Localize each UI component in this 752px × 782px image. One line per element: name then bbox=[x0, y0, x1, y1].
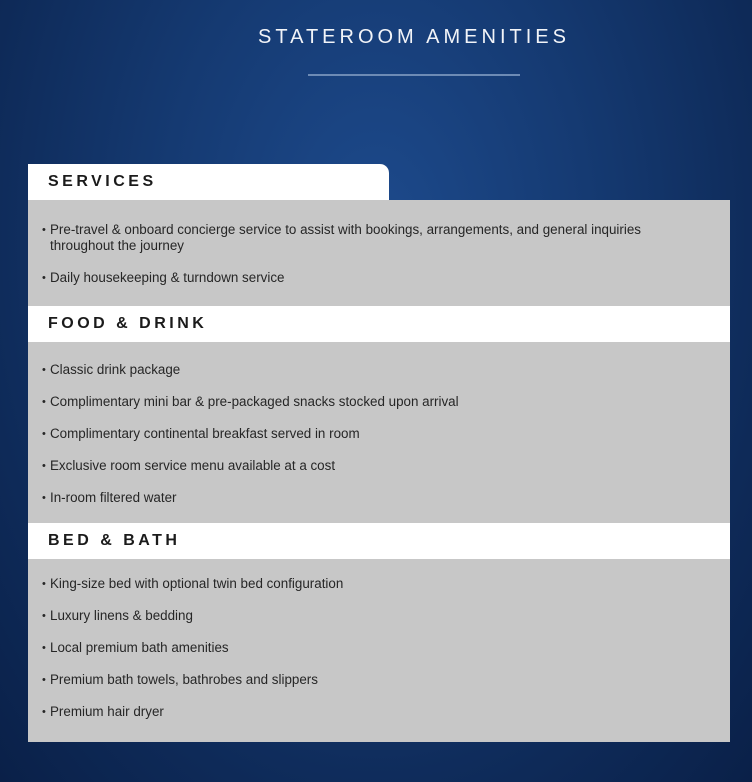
list-item: • Pre-travel & onboard concierge service to assist with bookings, arrangements, and general inquiries throughout the journey bbox=[42, 222, 670, 254]
services-heading: SERVICES bbox=[48, 173, 157, 190]
food-drink-heading: FOOD & DRINK bbox=[48, 315, 208, 332]
page-title: STATEROOM AMENITIES bbox=[258, 26, 570, 48]
list-item: • Exclusive room service menu available at a cost bbox=[42, 458, 716, 474]
list-item: • Luxury linens & bedding bbox=[42, 608, 716, 624]
services-header bbox=[28, 164, 389, 200]
list-item: • In-room filtered water bbox=[42, 490, 716, 506]
list-item: • Local premium bath amenities bbox=[42, 640, 716, 656]
food-drink-header bbox=[28, 306, 730, 342]
services-section bbox=[28, 164, 730, 306]
bed-bath-list bbox=[28, 559, 730, 742]
bed-bath-section bbox=[28, 523, 730, 742]
list-item: • King-size bed with optional twin bed configuration bbox=[42, 576, 716, 592]
list-item: • Premium hair dryer bbox=[42, 704, 716, 720]
bed-bath-header bbox=[28, 523, 730, 559]
list-item: • Daily housekeeping & turndown service bbox=[42, 270, 670, 286]
bed-bath-heading: BED & BATH bbox=[48, 532, 181, 549]
list-item: • Complimentary continental breakfast served in room bbox=[42, 426, 716, 442]
title-divider bbox=[308, 74, 520, 76]
list-item: • Classic drink package bbox=[42, 362, 716, 378]
food-drink-section bbox=[28, 306, 730, 523]
food-drink-list bbox=[28, 342, 730, 523]
list-item: • Complimentary mini bar & pre-packaged snacks stocked upon arrival bbox=[42, 394, 716, 410]
list-item: • Premium bath towels, bathrobes and slippers bbox=[42, 672, 716, 688]
services-list bbox=[28, 200, 730, 306]
